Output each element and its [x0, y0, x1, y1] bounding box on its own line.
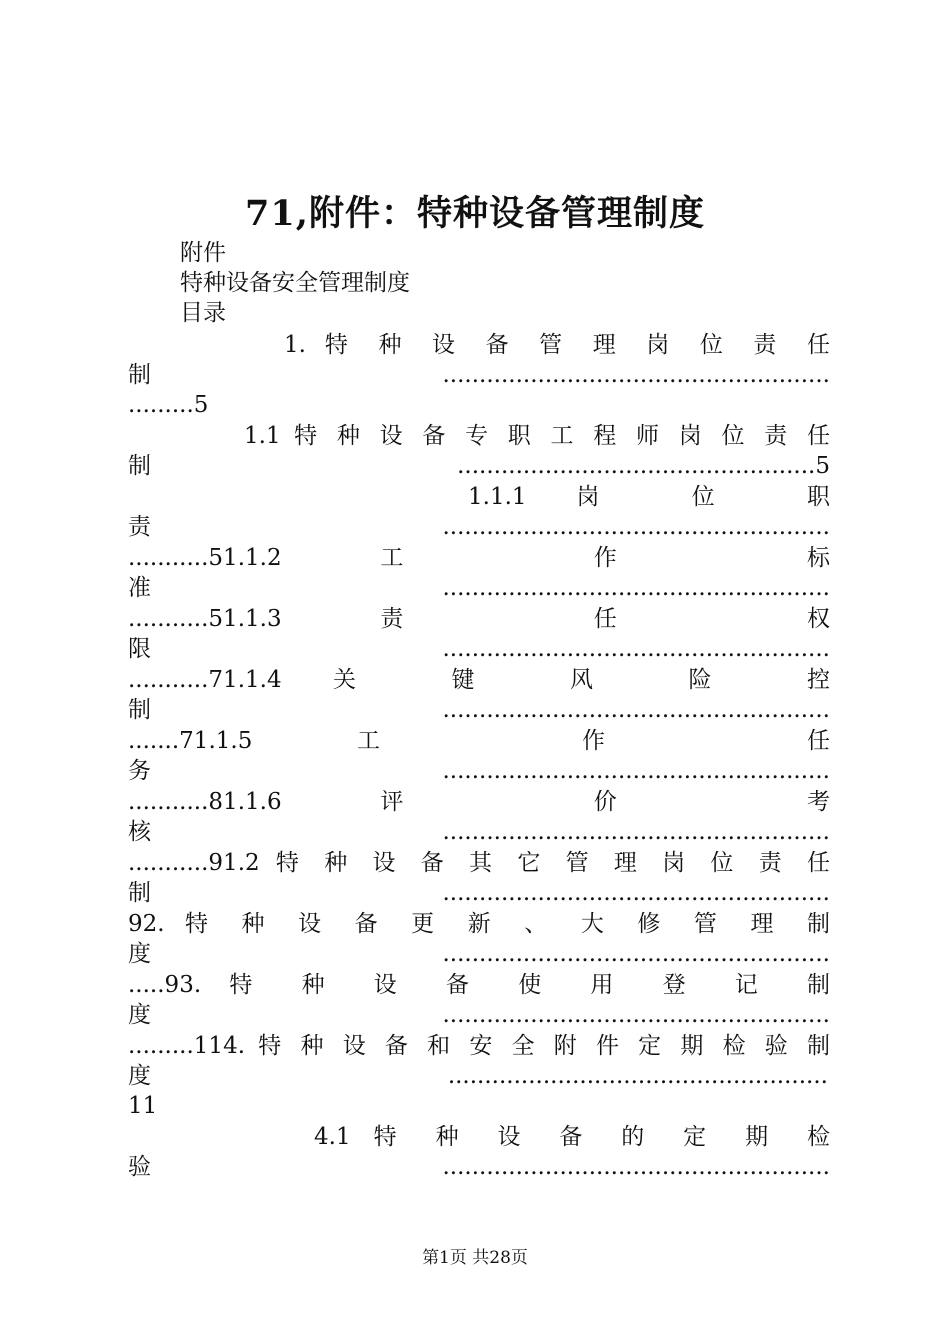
- document-title: 71,附件：特种设备管理制度: [245, 193, 705, 234]
- toc-line: 1.1 特 种 设 备 专 职 工 程 师 岗 位 责 任: [244, 423, 830, 449]
- toc-line: 制.................................................5: [128, 453, 830, 479]
- toc-line: 1. 特 种 设 备 管 理 岗 位 责 任: [284, 332, 830, 358]
- toc-line: 度.....................................................: [128, 941, 830, 967]
- toc-line: 92. 特 种 设 备 更 新 、 大 修 管 理 制: [128, 911, 830, 937]
- toc-line: .........114. 特 种 设 备 和 安 全 附 件 定 期 检 验 制: [128, 1033, 830, 1059]
- toc-line: 限.....................................................: [128, 636, 830, 662]
- toc-line: ...........81.1.6 评 价 考: [128, 789, 830, 815]
- toc-line: 制.....................................................: [128, 880, 830, 906]
- toc-line: 度.....................................................: [128, 1002, 830, 1028]
- toc-line: 核.....................................................: [128, 819, 830, 845]
- toc-line: 1.1.1 岗 位 职: [468, 484, 830, 510]
- text-line-attachment: 附件: [180, 240, 226, 266]
- toc-line: ...........91.2 特 种 设 备 其 它 管 理 岗 位 责 任: [128, 850, 830, 876]
- toc-line: 验.....................................................: [128, 1154, 830, 1180]
- toc-line: 11: [128, 1093, 158, 1119]
- toc-line: .......71.1.5 工 作 任: [128, 728, 830, 754]
- toc-line: 制.....................................................: [128, 362, 830, 388]
- toc-line: 4.1 特 种 设 备 的 定 期 检: [314, 1124, 830, 1150]
- toc-line: ...........51.1.2 工 作 标: [128, 545, 830, 571]
- toc-line: .....93. 特 种 设 备 使 用 登 记 制: [128, 972, 830, 998]
- toc-line: ...........71.1.4 关 键 风 险 控: [128, 667, 830, 693]
- toc-line: 准.....................................................: [128, 575, 830, 601]
- toc-line: 度....................................................: [128, 1063, 828, 1089]
- toc-line: .........5: [128, 392, 209, 418]
- toc-line: 责.....................................................: [128, 514, 830, 540]
- toc-line: ...........51.1.3 责 任 权: [128, 606, 830, 632]
- toc-line: 务.....................................................: [128, 758, 830, 784]
- page-footer: 第1页 共28页: [422, 1248, 528, 1268]
- toc-line: 制.....................................................: [128, 697, 830, 723]
- text-line-toc-heading: 目录: [180, 300, 226, 326]
- text-line-system-title: 特种设备安全管理制度: [180, 270, 410, 296]
